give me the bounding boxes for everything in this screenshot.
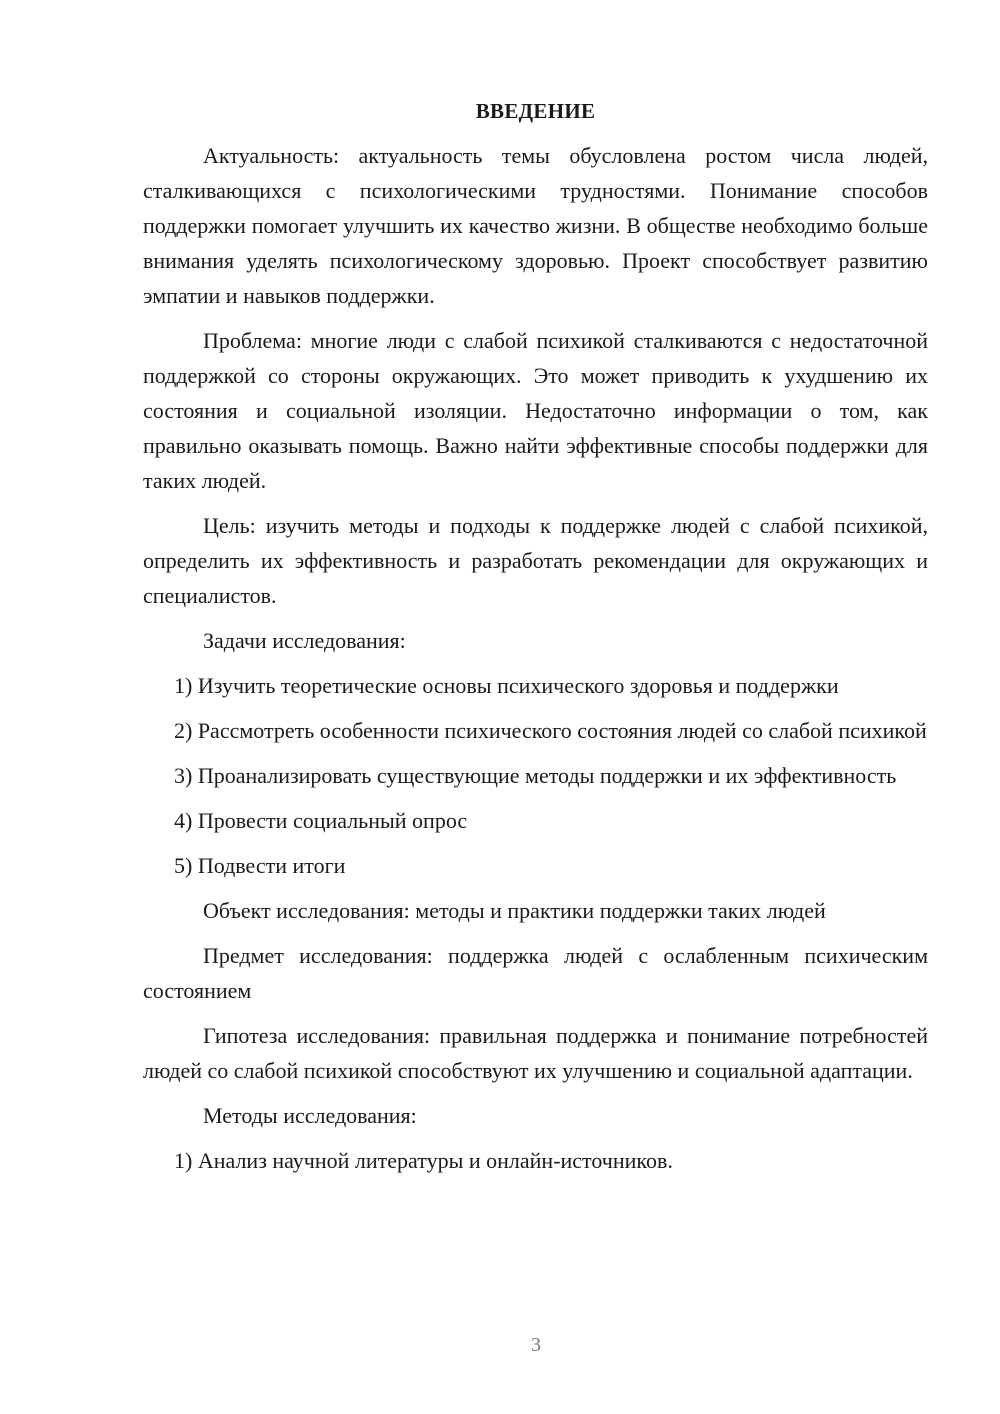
methods-title: Методы исследования: — [203, 1103, 417, 1128]
task-item: 5) Подвести итоги — [174, 853, 346, 878]
problem-paragraph: Проблема: многие люди с слабой психикой сталкиваются с недостаточной поддержкой со стороны окружающих. Это может приводить к ухудшению их состояния и социальной изоляции. Недостаточно информации о том, как правильно оказывать помощь. Важно найти эффективные способы поддержки для таких людей. — [143, 328, 928, 493]
relevance-paragraph: Актуальность: актуальность темы обусловлена ростом числа людей, сталкивающихся с психологическими трудностями. Понимание способов поддержки помогает улучшить их качество жизни. В обществе необходимо больше внимания уделять психологическому здоровью. Проект способствует развитию эмпатии и навыков поддержки. — [143, 143, 928, 308]
goal-paragraph: Цель: изучить методы и подходы к поддержке людей с слабой психикой, определить их эффективность и разработать рекомендации для окружающих и специалистов. — [143, 513, 928, 608]
task-item: 2) Рассмотреть особенности психического состояния людей со слабой психикой — [174, 718, 927, 743]
task-item: 4) Провести социальный опрос — [174, 808, 468, 833]
page-number: 3 — [531, 1334, 541, 1356]
task-item: 3) Проанализировать существующие методы поддержки и их эффективность — [174, 763, 897, 788]
task-item: 1) Изучить теоретические основы психического здоровья и поддержки — [174, 673, 839, 698]
hypothesis-paragraph: Гипотеза исследования: правильная поддержка и понимание потребностей людей со слабой психикой способствуют их улучшению и социальной адаптации. — [143, 1023, 928, 1083]
subject-paragraph: Предмет исследования: поддержка людей с ослабленным психическим состоянием — [143, 943, 928, 1003]
page-content — [143, 96, 928, 1188]
object-paragraph: Объект исследования: методы и практики поддержки таких людей — [203, 898, 826, 923]
method-item: 1) Анализ научной литературы и онлайн-источников. — [174, 1148, 673, 1173]
section-heading: ВВЕДЕНИЕ — [475, 99, 596, 123]
tasks-title: Задачи исследования: — [203, 628, 406, 653]
